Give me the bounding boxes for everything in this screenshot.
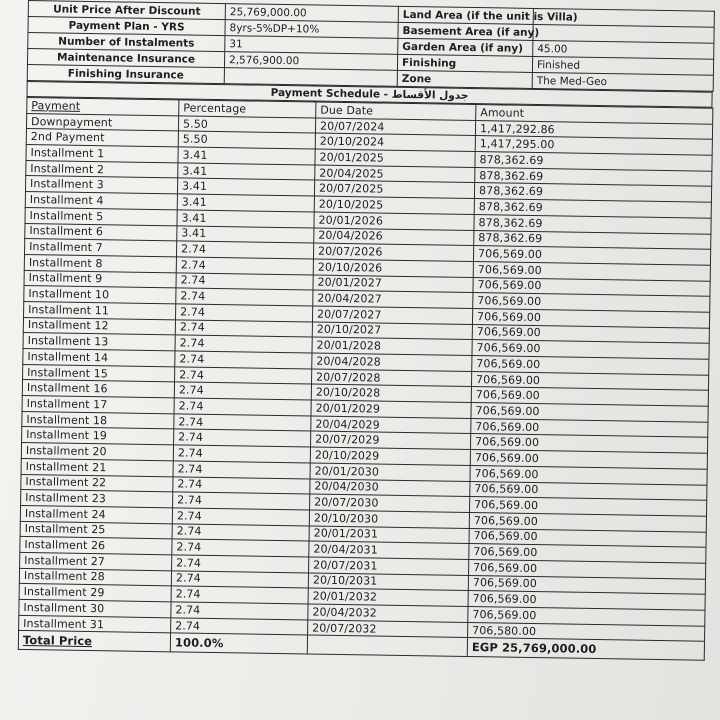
payment-name: Installment 23 <box>21 490 173 508</box>
payment-percentage: 2.74 <box>171 602 308 620</box>
payment-due-date: 20/10/2031 <box>308 573 468 591</box>
payment-amount: 878,362.69 <box>474 230 711 249</box>
payment-due-date: 20/04/2026 <box>314 228 474 246</box>
payment-name: Installment 5 <box>25 207 177 225</box>
payment-name: Installment 27 <box>20 552 172 570</box>
payment-due-date: 20/07/2028 <box>311 369 471 387</box>
payment-amount: 1,417,292.86 <box>475 120 712 139</box>
payment-percentage: 2.74 <box>172 523 309 541</box>
payment-due-date: 20/07/2024 <box>315 118 475 136</box>
unit-info-value: 8yrs-5%DP+10% <box>225 20 398 39</box>
payment-amount: 706,569.00 <box>471 387 708 406</box>
payment-name: Installment 14 <box>23 348 175 366</box>
unit-info-label: Finishing Insurance <box>27 64 224 83</box>
payment-due-date: 20/07/2031 <box>309 557 469 575</box>
payment-name: Installment 6 <box>25 223 177 241</box>
payment-name: Installment 1 <box>26 145 178 163</box>
payment-due-date: 20/04/2032 <box>308 604 468 622</box>
payment-due-date: 20/10/2028 <box>311 384 471 402</box>
payment-percentage: 2.74 <box>173 445 310 463</box>
unit-info-value: 2,576,900.00 <box>224 52 397 71</box>
payment-amount: 706,569.00 <box>471 418 708 437</box>
payment-name: Installment 26 <box>20 537 172 555</box>
payment-amount: 878,362.69 <box>474 214 711 233</box>
payment-amount: 706,569.00 <box>473 293 710 312</box>
payment-amount: 878,362.69 <box>474 199 711 218</box>
unit-info-value: 45.00 <box>533 40 714 59</box>
payment-document <box>18 0 714 661</box>
payment-amount: 706,569.00 <box>472 356 709 375</box>
payment-amount: 878,362.69 <box>475 167 712 186</box>
payment-amount: 706,569.00 <box>472 324 709 343</box>
payment-due-date: 20/07/2029 <box>311 431 471 449</box>
payment-amount: 706,569.00 <box>470 450 707 469</box>
payment-name: Installment 25 <box>20 521 172 539</box>
payment-name: Installment 21 <box>21 458 173 476</box>
payment-due-date: 20/10/2026 <box>313 259 473 277</box>
payment-name: Installment 9 <box>24 270 176 288</box>
payment-percentage: 2.74 <box>173 476 310 494</box>
payment-name: Installment 8 <box>24 254 176 272</box>
unit-info-table <box>27 0 715 92</box>
unit-info-value <box>224 68 397 87</box>
payment-percentage: 2.74 <box>172 555 309 573</box>
payment-due-date: 20/07/2030 <box>310 494 470 512</box>
payment-percentage: 2.74 <box>171 586 308 604</box>
payment-due-date: 20/04/2025 <box>315 165 475 183</box>
payment-schedule-table <box>18 97 714 661</box>
payment-amount: 706,569.00 <box>470 481 707 500</box>
payment-percentage: 3.41 <box>177 225 314 243</box>
unit-info-label: Zone <box>397 70 532 88</box>
unit-info-value: 31 <box>225 36 398 55</box>
total-percentage: 100.0% <box>170 633 307 654</box>
payment-due-date: 20/07/2032 <box>308 620 468 638</box>
payment-amount: 706,569.00 <box>472 340 709 359</box>
payment-name: Installment 31 <box>19 615 171 633</box>
payment-name: Installment 13 <box>23 333 175 351</box>
payment-due-date: 20/04/2028 <box>312 353 472 371</box>
payment-name: Installment 3 <box>25 176 177 194</box>
payment-percentage: 3.41 <box>177 210 314 228</box>
payment-amount: 706,569.00 <box>473 246 710 265</box>
payment-percentage: 2.74 <box>175 335 312 353</box>
payment-amount: 878,362.69 <box>474 183 711 202</box>
payment-percentage: 3.41 <box>178 163 315 181</box>
payment-name: Installment 29 <box>19 584 171 602</box>
payment-percentage: 3.41 <box>178 147 315 165</box>
payment-due-date: 20/07/2027 <box>312 306 472 324</box>
payment-percentage: 2.74 <box>174 398 311 416</box>
total-amount: EGP 25,769,000.00 <box>467 638 704 661</box>
payment-percentage: 2.74 <box>176 241 313 259</box>
payment-name: Installment 22 <box>21 474 173 492</box>
unit-info-label: Unit Price After Discount <box>28 1 225 20</box>
col-header-payment: Payment <box>27 97 179 115</box>
payment-due-date: 20/01/2029 <box>311 400 471 418</box>
payment-percentage: 2.74 <box>173 461 310 479</box>
payment-percentage: 2.74 <box>172 508 309 526</box>
col-header-amount: Amount <box>476 105 713 124</box>
col-header-percentage: Percentage <box>179 100 316 118</box>
payment-amount: 706,569.00 <box>470 465 707 484</box>
unit-info-value: 25,769,000.00 <box>225 4 398 23</box>
payment-percentage: 2.74 <box>176 272 313 290</box>
payment-amount: 706,569.00 <box>468 606 705 625</box>
payment-amount: 706,569.00 <box>471 371 708 390</box>
payment-amount: 706,569.00 <box>468 591 705 610</box>
payment-due-date: 20/04/2030 <box>310 478 470 496</box>
payment-due-date: 20/01/2026 <box>314 212 474 230</box>
unit-info-label: Land Area (if the unit is Villa) <box>398 6 533 24</box>
unit-info-label: Garden Area (if any) <box>398 38 533 56</box>
payment-due-date: 20/01/2031 <box>309 526 469 544</box>
payment-due-date: 20/01/2028 <box>312 337 472 355</box>
payment-percentage: 5.50 <box>178 131 315 149</box>
payment-name: Installment 2 <box>26 160 178 178</box>
payment-amount: 706,569.00 <box>469 528 706 547</box>
payment-amount: 1,417,295.00 <box>475 136 712 155</box>
payment-percentage: 2.74 <box>171 570 308 588</box>
payment-name: Installment 30 <box>19 599 171 617</box>
unit-info-label: Number of Instalments <box>28 33 225 52</box>
payment-name: Installment 15 <box>23 364 175 382</box>
payment-name: Installment 28 <box>19 568 171 586</box>
unit-info-label: Payment Plan - YRS <box>28 17 225 36</box>
payment-amount: 706,569.00 <box>472 308 709 327</box>
payment-due-date: 20/10/2030 <box>309 510 469 528</box>
payment-percentage: 2.74 <box>174 429 311 447</box>
payment-due-date: 20/10/2024 <box>315 133 475 151</box>
payment-percentage: 5.50 <box>178 116 315 134</box>
payment-due-date: 20/04/2029 <box>311 416 471 434</box>
payment-name: Installment 16 <box>22 380 174 398</box>
payment-name: Installment 12 <box>23 317 175 335</box>
payment-name: Installment 4 <box>25 192 177 210</box>
payment-name: 2nd Payment <box>26 129 178 147</box>
payment-name: Installment 18 <box>22 411 174 429</box>
payment-name: Installment 17 <box>22 396 174 414</box>
payment-amount: 706,580.00 <box>468 622 705 641</box>
payment-percentage: 2.74 <box>175 319 312 337</box>
payment-percentage: 2.74 <box>172 539 309 557</box>
payment-name: Installment 19 <box>22 427 174 445</box>
payment-amount: 706,569.00 <box>470 497 707 516</box>
payment-due-date: 20/04/2027 <box>313 290 473 308</box>
payment-due-date: 20/07/2026 <box>313 243 473 261</box>
payment-due-date: 20/01/2030 <box>310 463 470 481</box>
payment-name: Installment 10 <box>24 286 176 304</box>
payment-due-date: 20/10/2029 <box>310 447 470 465</box>
payment-percentage: 2.74 <box>171 618 308 636</box>
payment-due-date: 20/01/2032 <box>308 588 468 606</box>
payment-due-date: 20/01/2027 <box>313 275 473 293</box>
payment-amount: 706,569.00 <box>469 512 706 531</box>
payment-name: Downpayment <box>26 113 178 131</box>
payment-percentage: 2.74 <box>176 288 313 306</box>
payment-percentage: 2.74 <box>174 382 311 400</box>
payment-percentage: 3.41 <box>177 178 314 196</box>
unit-info-label: Basement Area (if any) <box>398 22 533 40</box>
payment-name: Installment 20 <box>21 443 173 461</box>
total-due <box>307 635 467 657</box>
payment-amount: 706,569.00 <box>469 544 706 563</box>
payment-amount: 706,569.00 <box>471 403 708 422</box>
payment-name: Installment 7 <box>25 239 177 257</box>
payment-amount: 706,569.00 <box>470 434 707 453</box>
payment-percentage: 2.74 <box>175 351 312 369</box>
payment-due-date: 20/10/2025 <box>314 196 474 214</box>
payment-amount: 706,569.00 <box>473 261 710 280</box>
unit-info-value: The Med-Geo <box>532 72 713 91</box>
payment-amount: 706,569.00 <box>468 575 705 594</box>
payment-name: Installment 24 <box>20 505 172 523</box>
payment-name: Installment 11 <box>24 301 176 319</box>
payment-percentage: 2.74 <box>173 492 310 510</box>
payment-due-date: 20/10/2027 <box>312 322 472 340</box>
payment-percentage: 3.41 <box>177 194 314 212</box>
unit-info-label: Finishing <box>397 54 532 72</box>
payment-amount: 706,569.00 <box>473 277 710 296</box>
payment-percentage: 2.74 <box>176 257 313 275</box>
total-label: Total Price <box>18 631 170 652</box>
payment-percentage: 2.74 <box>176 304 313 322</box>
unit-info-value: Finished <box>532 56 713 75</box>
schedule-title: Payment Schedule - جدول الأقساط <box>27 81 712 107</box>
payment-due-date: 20/01/2025 <box>315 149 475 167</box>
payment-due-date: 20/07/2025 <box>314 180 474 198</box>
payment-amount: 878,362.69 <box>475 152 712 171</box>
payment-amount: 706,569.00 <box>469 559 706 578</box>
payment-percentage: 2.74 <box>174 414 311 432</box>
payment-due-date: 20/04/2031 <box>309 541 469 559</box>
payment-percentage: 2.74 <box>175 367 312 385</box>
col-header-due-date: Due Date <box>316 102 476 120</box>
unit-info-label: Maintenance Insurance <box>27 49 224 68</box>
